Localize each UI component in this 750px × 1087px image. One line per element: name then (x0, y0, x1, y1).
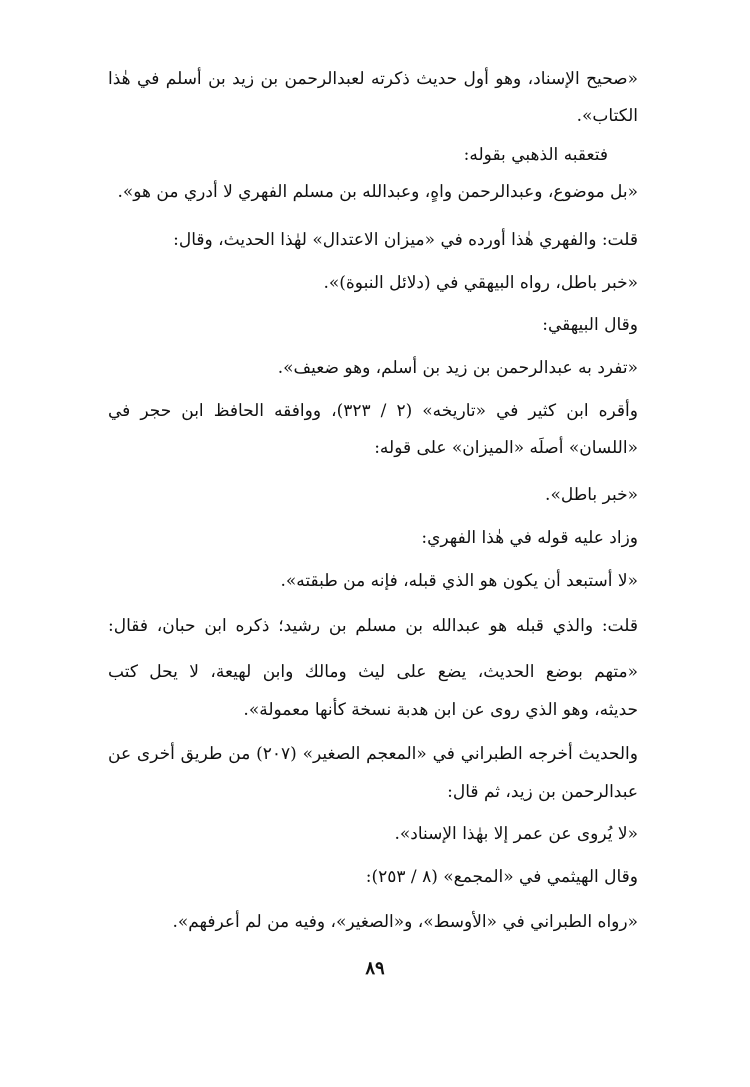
text-line: فتعقبه الذهبي بقوله: (463, 145, 608, 165)
text-line: عبدالرحمن بن زيد، ثم قال: (447, 782, 638, 802)
text-line: حديثه، وهو الذي روى عن ابن هدبة نسخة كأنها معمولة». (243, 700, 638, 720)
text-line: «لا يُروى عن عمر إلا بهٰذا الإسناد». (394, 824, 638, 844)
text-line: «خبر باطل، رواه البيهقي في (دلائل النبوة)». (323, 273, 638, 293)
text-line: «بل موضوع، وعبدالرحمن واهٍ، وعبدالله بن مسلم الفهري لا أدري من هو». (117, 182, 638, 202)
text-line: وزاد عليه قوله في هٰذا الفهري: (421, 528, 638, 548)
text-line: «خبر باطل». (545, 485, 638, 505)
page-number: ٨٩ (365, 958, 385, 979)
text-line: والحديث أخرجه الطبراني في «المعجم الصغير» (٢٠٧) من طريق أخرى عن (108, 744, 638, 764)
text-line: وقال الهيثمي في «المجمع» (٨ / ٢٥٣): (365, 867, 638, 887)
text-line: «لا أستبعد أن يكون هو الذي قبله، فإنه من طبقته». (280, 571, 638, 591)
text-line: وقال البيهقي: (542, 315, 638, 335)
text-line: «اللسان» أصلَه «الميزان» على قوله: (374, 438, 638, 458)
text-line: قلت: والفهري هٰذا أورده في «ميزان الاعتدال» لهٰذا الحديث، وقال: (173, 230, 638, 250)
text-line: «صحيح الإسناد، وهو أول حديث ذكرته لعبدالرحمن بن زيد بن أسلم في هٰذا (108, 69, 638, 89)
text-line: «تفرد به عبدالرحمن بن زيد بن أسلم، وهو ضعيف». (277, 358, 638, 378)
text-line: وأقره ابن كثير في «تاريخه» (٢ / ٣٢٣)، ووافقه الحافظ ابن حجر في (108, 401, 638, 421)
text-line: «رواه الطبراني في «الأوسط»، و«الصغير»، وفيه من لم أعرفهم». (172, 912, 638, 932)
text-line: «متهم بوضع الحديث، يضع على ليث ومالك وابن لهيعة، لا يحل كتب (108, 662, 638, 682)
text-line: الكتاب». (576, 106, 638, 126)
text-line: قلت: والذي قبله هو عبدالله بن مسلم بن رشيد؛ ذكره ابن حبان، فقال: (108, 616, 638, 636)
